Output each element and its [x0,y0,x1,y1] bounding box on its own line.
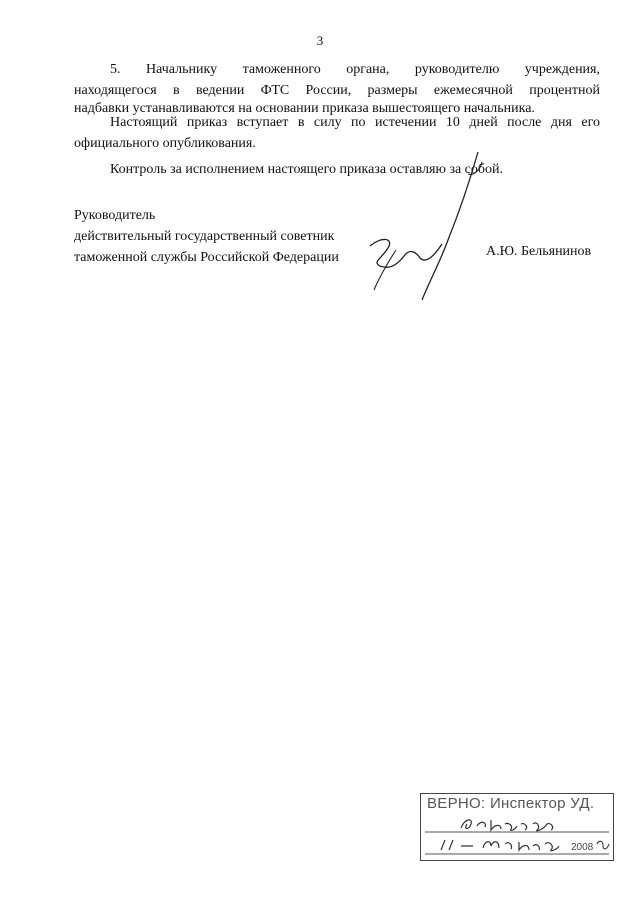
signer-name: А.Ю. Бельянинов [486,244,592,259]
signer-title-line2: действительный государственный советник [74,229,335,244]
paragraph-effect-line1: Настоящий приказ вступает в силу по истечении 10 дней после дня его [110,115,600,130]
signature-block [74,205,339,268]
signer-title-line1: Руководитель [74,208,156,223]
paragraph-item5-line2: находящегося в ведении ФТС России, размеры ежемесячной процентной [74,83,600,98]
item5-line1-text: 5. Начальнику таможенного органа, руководителю учреждения, [110,62,600,77]
paragraph-item5-line1 [74,59,600,80]
page-number: 3 [316,33,324,48]
paragraph-effect-line2: официального опубликования. [74,136,256,151]
certification-stamp [420,793,614,861]
svg-text:2008: 2008 [571,842,594,853]
stamp-title: ВЕРНО: Инспектор УД. [427,795,595,812]
paragraph-control: Контроль за исполнением настоящего приказа оставляю за собой. [110,162,504,177]
handwritten-signature [360,140,490,320]
stamp-handwriting [421,794,615,862]
signer-title-line3: таможенной службы Российской Федерации [74,250,339,265]
paragraph-item5-line3: надбавки устанавливаются на основании приказа вышестоящего начальника. [74,101,535,116]
